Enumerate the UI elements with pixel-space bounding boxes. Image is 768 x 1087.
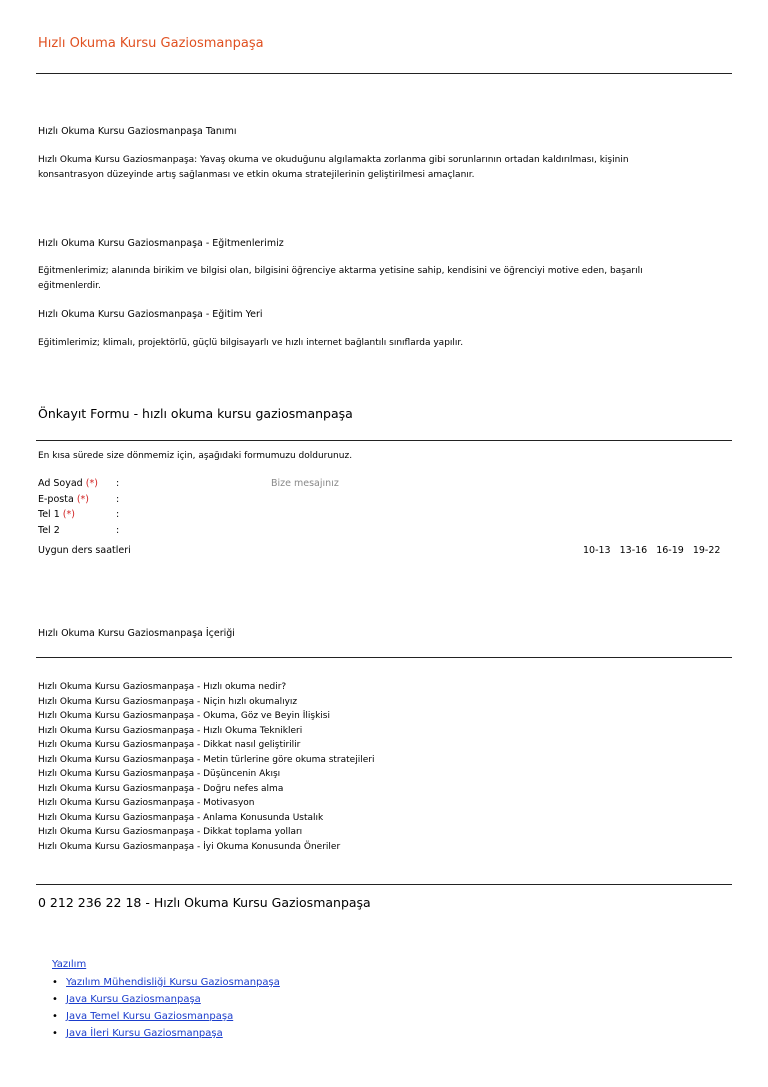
- related-link[interactable]: Yazılım Mühendisliği Kursu Gaziosmanpaşa: [66, 977, 280, 988]
- tanim-text-line: konsantrasyon düzeyinde artış sağlanması ve etkin okuma stratejilerinin geliştirilmesi amaçlanır.: [38, 169, 475, 180]
- required-mark: (*): [76, 493, 89, 505]
- field-eposta[interactable]: [38, 493, 120, 509]
- list-item: Hızlı Okuma Kursu Gaziosmanpaşa - Dikkat nasıl geliştirilir: [38, 740, 301, 750]
- field-label: E-posta: [38, 493, 74, 505]
- list-item: Hızlı Okuma Kursu Gaziosmanpaşa - Motivasyon: [38, 798, 255, 808]
- required-mark: (*): [62, 509, 75, 520]
- list-item: Hızlı Okuma Kursu Gaziosmanpaşa - Niçin hızlı okumalıyız: [38, 696, 298, 707]
- hours-label: Uygun ders saatleri: [38, 545, 131, 556]
- field-colon: :: [116, 493, 120, 505]
- field-tel1[interactable]: [38, 508, 120, 524]
- list-item: [52, 974, 280, 991]
- bullet: •: [52, 977, 58, 988]
- list-item: Hızlı Okuma Kursu Gaziosmanpaşa - Hızlı okuma nedir?: [38, 682, 287, 692]
- icerik-list: [38, 680, 374, 854]
- category-link[interactable]: Yazılım: [52, 959, 87, 970]
- form-fields: [38, 477, 120, 539]
- site-title-link[interactable]: Hızlı Okuma Kursu Gaziosmanpaşa: [38, 36, 264, 51]
- field-label: Ad Soyad: [38, 478, 83, 489]
- list-item: Hızlı Okuma Kursu Gaziosmanpaşa - Metin türlerine göre okuma stratejileri: [38, 754, 375, 765]
- field-label: Tel 2: [38, 524, 60, 536]
- hours-options: [583, 544, 720, 558]
- yer-title: Hızlı Okuma Kursu Gaziosmanpaşa - Eğitim Yeri: [38, 309, 263, 320]
- divider: [36, 657, 732, 658]
- list-item: Hızlı Okuma Kursu Gaziosmanpaşa - Okuma, Göz ve Beyin İlişkisi: [38, 711, 330, 721]
- field-ad-soyad[interactable]: [38, 477, 120, 493]
- form-intro: En kısa sürede size dönmemiz için, aşağıdaki formumuzu doldurunuz.: [38, 451, 353, 461]
- related-link[interactable]: Java Temel Kursu Gaziosmanpaşa: [66, 1011, 234, 1022]
- list-item: [52, 991, 280, 1008]
- yer-text: Eğitimlerimiz; klimalı, projektörlü, güçlü bilgisayarlı ve hızlı internet bağlantılı sınıflarda yapılır.: [38, 338, 464, 348]
- list-item: Hızlı Okuma Kursu Gaziosmanpaşa - Doğru nefes alma: [38, 783, 284, 794]
- list-item: Hızlı Okuma Kursu Gaziosmanpaşa - Dikkat toplama yolları: [38, 827, 303, 837]
- list-item: Hızlı Okuma Kursu Gaziosmanpaşa - Anlama Konusunda Ustalık: [38, 812, 324, 823]
- form-title: Önkayıt Formu - hızlı okuma kursu gaziosmanpaşa: [38, 406, 353, 421]
- list-item: [52, 1025, 280, 1042]
- phone-line: 0 212 236 22 18 - Hızlı Okuma Kursu Gaziosmanpaşa: [38, 895, 371, 910]
- field-colon: :: [116, 509, 120, 520]
- egitmen-text: [38, 264, 738, 293]
- related-link[interactable]: Java İleri Kursu Gaziosmanpaşa: [66, 1028, 223, 1039]
- list-item: [52, 1008, 280, 1025]
- hour-option[interactable]: 13-16: [619, 545, 648, 556]
- icerik-title: Hızlı Okuma Kursu Gaziosmanpaşa İçeriği: [38, 628, 235, 639]
- field-label: Tel 1: [38, 509, 60, 520]
- hour-option[interactable]: 19-22: [692, 545, 721, 556]
- message-textarea[interactable]: Bize mesajınız: [271, 478, 339, 489]
- related-link[interactable]: Java Kursu Gaziosmanpaşa: [66, 994, 201, 1005]
- hour-option[interactable]: 16-19: [656, 545, 684, 556]
- field-colon: :: [116, 478, 120, 489]
- bullet: •: [52, 1028, 58, 1039]
- related-links: [52, 974, 280, 1042]
- hour-option[interactable]: 10-13: [583, 545, 611, 556]
- field-colon: :: [116, 524, 120, 536]
- required-mark: (*): [85, 478, 98, 489]
- divider: [36, 884, 732, 885]
- list-item: Hızlı Okuma Kursu Gaziosmanpaşa - İyi Okuma Konusunda Öneriler: [38, 841, 341, 852]
- egitmen-text-line: eğitmenlerdir.: [38, 280, 101, 291]
- egitmen-title: Hızlı Okuma Kursu Gaziosmanpaşa - Eğitmenlerimiz: [38, 238, 284, 249]
- list-item: Hızlı Okuma Kursu Gaziosmanpaşa - Düşüncenin Akışı: [38, 769, 281, 779]
- egitmen-text-line: Eğitmenlerimiz; alanında birikim ve bilgisi olan, bilgisini öğrenciye aktarma yetisine sahip, kendisini ve öğrenciyi motive eden, başarılı: [38, 266, 643, 276]
- bullet: •: [52, 994, 58, 1005]
- bullet: •: [52, 1011, 58, 1022]
- tanim-text: [38, 153, 738, 182]
- divider: [36, 73, 732, 74]
- divider: [36, 440, 732, 441]
- list-item: Hızlı Okuma Kursu Gaziosmanpaşa - Hızlı Okuma Teknikleri: [38, 725, 303, 736]
- tanim-title: Hızlı Okuma Kursu Gaziosmanpaşa Tanımı: [38, 126, 237, 137]
- tanim-text-line: Hızlı Okuma Kursu Gaziosmanpaşa: Yavaş okuma ve okuduğunu algılamakta zorlanma gibi sorunlarının ortadan kaldırılması, kişinin: [38, 155, 629, 165]
- field-tel2[interactable]: [38, 524, 120, 540]
